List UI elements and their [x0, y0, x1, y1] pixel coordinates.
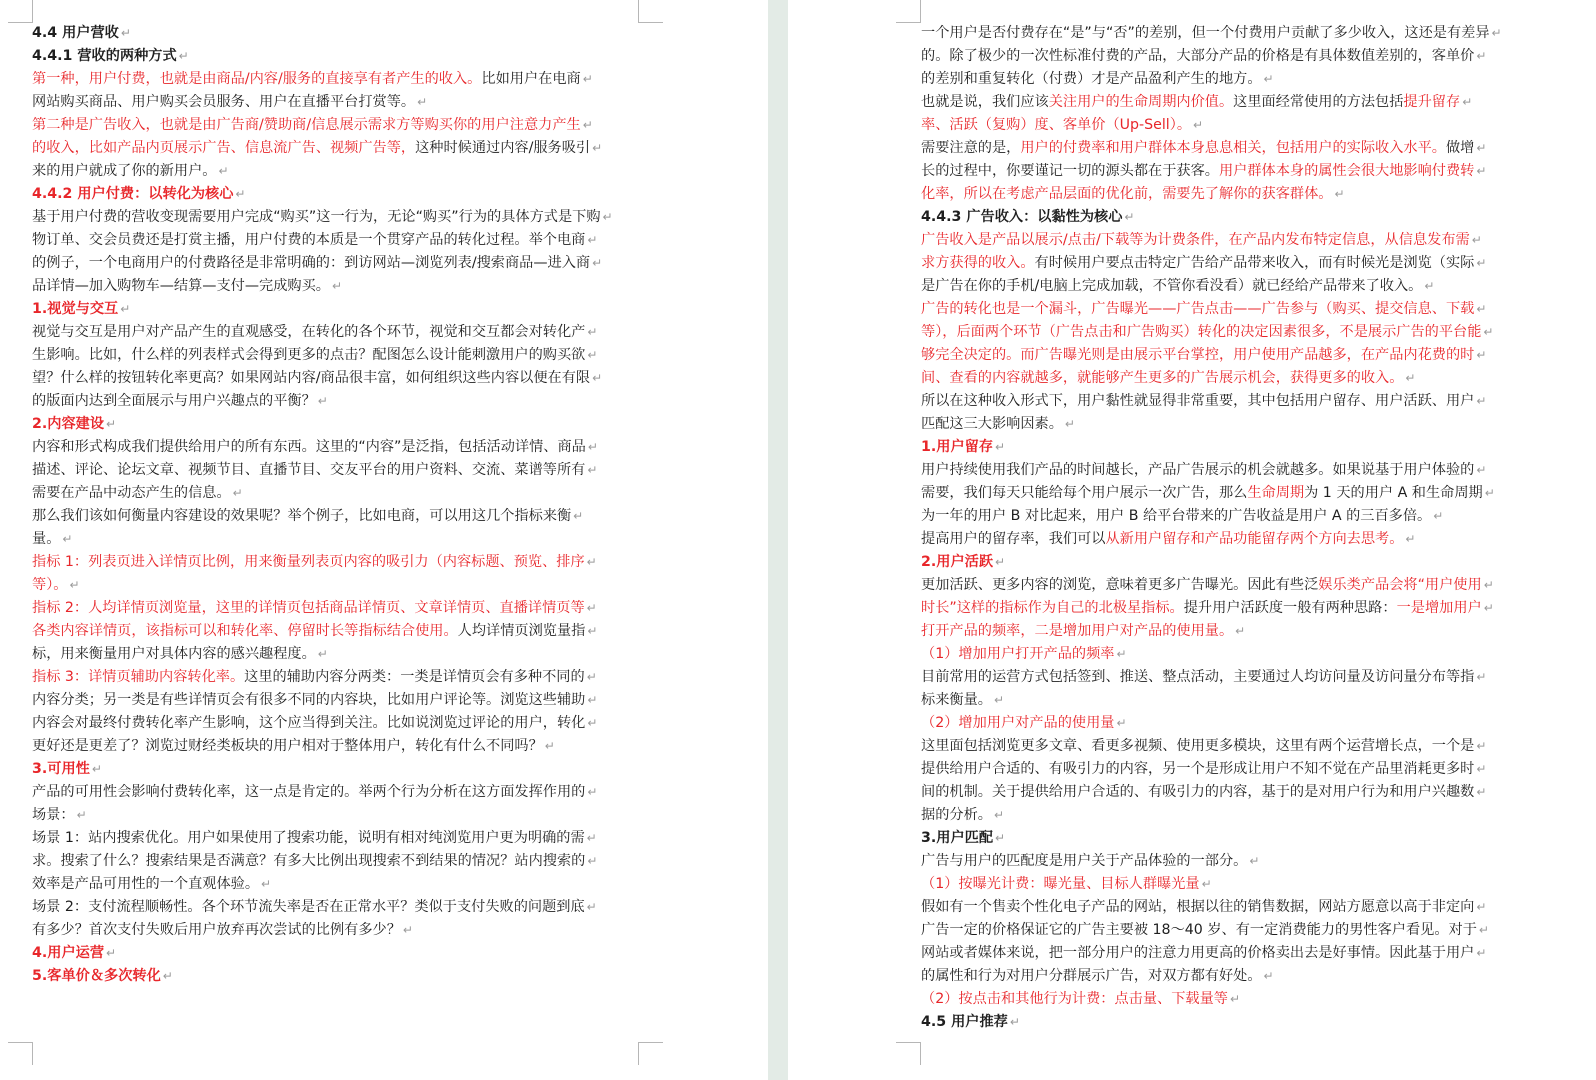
paragraph-mark-icon: ↵ — [1235, 624, 1246, 638]
paragraph-mark-icon: ↵ — [587, 693, 598, 707]
paragraph-line — [32, 643, 638, 666]
paragraph-mark-icon: ↵ — [587, 348, 598, 362]
paragraph-line — [921, 666, 1529, 689]
section-heading — [921, 551, 1529, 574]
paragraph-line — [921, 298, 1529, 321]
page-corner-mark — [638, 1042, 663, 1065]
paragraph-line — [32, 344, 638, 367]
paragraph-mark-icon: ↵ — [1201, 877, 1212, 891]
paragraph-mark-icon: ↵ — [1476, 302, 1487, 316]
paragraph-mark-icon: ↵ — [586, 831, 597, 845]
paragraph-line — [32, 459, 638, 482]
line-text: 率、活跃（复购）度、客单价（Up-Sell）。 — [921, 117, 1192, 133]
paragraph-mark-icon: ↵ — [106, 417, 117, 431]
paragraph-line — [921, 919, 1529, 942]
paragraph-line — [921, 758, 1529, 781]
line-text: 有多少？首次支付失败后用户放弃再次尝试的比例有多少？ — [32, 922, 401, 938]
paragraph-line — [921, 160, 1529, 183]
line-text: 1.视觉与交互 — [32, 301, 119, 317]
line-text: 更加活跃、更多内容的浏览，意味着更多广告曝光。因此有些泛 — [921, 577, 1319, 593]
paragraph-mark-icon: ↵ — [1476, 762, 1487, 776]
line-text-segment: 比如用户在电商 — [481, 71, 581, 87]
line-text: 广告一定的价格保证它的广告主要被 18～40 岁、有一定消费能力的男性客户看见。对于 — [921, 922, 1477, 938]
line-text: 场景 2：支付流程顺畅性。各个环节流失率是否在正常水平？类似于支付失败的问题到底 — [32, 899, 585, 915]
line-text: 标来衡量。 — [921, 692, 992, 708]
paragraph-mark-icon: ↵ — [69, 578, 80, 592]
paragraph-line — [921, 574, 1529, 597]
line-text: （1）按曝光计费：曝光量、目标人群曝光量 — [921, 876, 1200, 892]
line-text: 场景： — [32, 807, 75, 823]
paragraph-mark-icon: ↵ — [218, 164, 229, 178]
paragraph-line — [921, 114, 1529, 137]
paragraph-mark-icon: ↵ — [587, 624, 598, 638]
paragraph-line — [32, 367, 638, 390]
line-text: 4.用户运营 — [32, 945, 105, 961]
line-text-segment: 用户群体本身的属性会很大地影响付费转 — [1218, 163, 1475, 179]
paragraph-line — [32, 804, 638, 827]
paragraph-line — [921, 45, 1529, 68]
document-page-left — [0, 0, 768, 1080]
paragraph-line — [32, 689, 638, 712]
line-text: 生影响。比如，什么样的列表样式会得到更多的点击？配图怎么设计能刺激用户的购买欲 — [32, 347, 586, 363]
paragraph-line — [32, 528, 638, 551]
line-text: 标，用来衡量用户对具体内容的感兴趣程度。 — [32, 646, 316, 662]
line-text: 视觉与交互是用户对产品产生的直观感受，在转化的各个环节，视觉和交互都会对转化产 — [32, 324, 586, 340]
paragraph-mark-icon: ↵ — [1483, 325, 1494, 339]
paragraph-mark-icon: ↵ — [1483, 601, 1494, 615]
paragraph-mark-icon: ↵ — [592, 141, 603, 155]
paragraph-mark-icon: ↵ — [1334, 187, 1345, 201]
paragraph-mark-icon: ↵ — [1405, 532, 1416, 546]
line-text: 各类内容详情页，该指标可以和转化率、停留时长等指标结合使用。 — [32, 623, 458, 639]
paragraph-line — [921, 367, 1529, 390]
paragraph-mark-icon: ↵ — [1263, 969, 1274, 983]
paragraph-mark-icon: ↵ — [1263, 72, 1274, 86]
line-text: （2）增加用户对产品的使用量 — [921, 715, 1115, 731]
line-text: 的属性和行为对用户分群展示广告，对双方都有好处。 — [921, 968, 1262, 984]
paragraph-line — [921, 620, 1529, 643]
line-text: 提供给用户合适的、有吸引力的内容，另一个是形成让用户不知不觉在产品里消耗更多时 — [921, 761, 1475, 777]
section-heading — [32, 758, 638, 781]
paragraph-line — [921, 505, 1529, 528]
paragraph-line — [32, 252, 638, 275]
paragraph-line — [32, 275, 638, 298]
paragraph-line — [32, 735, 638, 758]
paragraph-mark-icon: ↵ — [586, 555, 597, 569]
paragraph-line — [921, 91, 1529, 114]
line-text: 时长”这样的指标作为自己的北极星指标。 — [921, 600, 1184, 616]
paragraph-line — [921, 252, 1529, 275]
document-page-right — [788, 0, 1596, 1080]
paragraph-line — [921, 850, 1529, 873]
line-text: 等）。 — [32, 577, 68, 593]
line-text: 需要在产品中动态产生的信息。 — [32, 485, 231, 501]
line-text: 内容会对最终付费转化率产生影响，这个应当得到关注。比如说浏览过评论的用户，转化 — [32, 715, 586, 731]
paragraph-line — [921, 896, 1529, 919]
paragraph-mark-icon: ↵ — [120, 26, 131, 40]
line-text-segment: 提升用户活跃度一般有两种思路： — [1183, 600, 1397, 616]
paragraph-mark-icon: ↵ — [587, 785, 598, 799]
page-corner-mark — [896, 1042, 921, 1065]
paragraph-mark-icon: ↵ — [317, 394, 328, 408]
line-text: 长的过程中，你要谨记一切的源头都在于获客。 — [921, 163, 1219, 179]
line-text: 的收入，比如产品内页展示广告、信息流广告、视频广告等， — [32, 140, 416, 156]
paragraph-mark-icon: ↵ — [331, 279, 343, 293]
line-text: 求。搜索了什么？搜索结果是否满意？有多大比例出现搜索不到结果的情况？站内搜索的 — [32, 853, 586, 869]
line-text: 打开产品的频率，二是增加用户对产品的使用量。 — [921, 623, 1234, 639]
paragraph-line — [921, 712, 1529, 735]
line-text: 内容和形式构成我们提供给用户的所有东西。这里的“内容”是泛指，包括活动详情、商品 — [32, 439, 586, 455]
paragraph-line — [32, 919, 638, 942]
paragraph-mark-icon: ↵ — [1116, 716, 1127, 730]
paragraph-line — [921, 137, 1529, 160]
page-corner-mark — [8, 0, 33, 23]
paragraph-mark-icon: ↵ — [587, 716, 598, 730]
line-text: 量。 — [32, 531, 61, 547]
line-text: 品详情—加入购物车—结算—支付—完成购买。 — [32, 278, 330, 294]
paragraph-mark-icon: ↵ — [1478, 923, 1489, 937]
line-text: 这里面包括浏览更多文章、看更多视频、使用更多模块，这里有两个运营增长点，一个是 — [921, 738, 1475, 754]
paragraph-mark-icon: ↵ — [1476, 946, 1487, 960]
paragraph-mark-icon: ↵ — [1476, 463, 1487, 477]
line-text: （1）增加用户打开产品的频率 — [921, 646, 1115, 662]
paragraph-mark-icon: ↵ — [1471, 233, 1482, 247]
line-text: 化率，所以在考虑产品层面的优化前，需要先了解你的获客群体。 — [921, 186, 1333, 202]
paragraph-mark-icon: ↵ — [586, 900, 597, 914]
paragraph-mark-icon: ↵ — [995, 440, 1006, 454]
line-text-segment: 用户的付费率和用户群体本身息息相关，包括用户的实际收入水平。 — [1020, 140, 1446, 156]
line-text: 假如有一个售卖个性化电子产品的网站，根据以往的销售数据，网站方愿意以高于非定向 — [921, 899, 1475, 915]
line-text: 网站购买商品、用户购买会员服务、用户在直播平台打赏等。 — [32, 94, 416, 110]
line-text: 指标 2：人均详情页浏览量，这里的详情页包括商品详情页、文章详情页、直播详情页等 — [32, 600, 585, 616]
line-text: 需要，我们每天只能给每个用户展示一次广告，那么 — [921, 485, 1248, 501]
paragraph-line — [32, 91, 638, 114]
paragraph-line — [921, 183, 1529, 206]
paragraph-line — [921, 22, 1529, 45]
paragraph-mark-icon: ↵ — [586, 601, 597, 615]
line-text-segment: 生命周期 — [1247, 485, 1305, 501]
line-text: 3.可用性 — [32, 761, 90, 777]
section-heading — [32, 942, 638, 965]
paragraph-mark-icon: ↵ — [261, 877, 272, 891]
line-text-segment: 这里面经常使用的方法包括 — [1233, 94, 1404, 110]
paragraph-mark-icon: ↵ — [1476, 670, 1487, 684]
line-text-segment: 为 1 天的用户 A 和生命周期 — [1304, 485, 1483, 501]
paragraph-line — [32, 781, 638, 804]
line-text-segment: 做增 — [1445, 140, 1475, 156]
paragraph-line — [921, 390, 1529, 413]
section-heading — [921, 206, 1529, 229]
line-text: 指标 3：详情页辅助内容转化率。 — [32, 669, 245, 685]
line-text: 4.4.3 广告收入：以黏性为核心 — [921, 209, 1123, 225]
paragraph-mark-icon: ↵ — [120, 302, 131, 316]
line-text-segment: 关注用户的生命周期内价值。 — [1048, 94, 1234, 110]
line-text: 指标 1：列表页进入详情页比例，用来衡量列表页内容的吸引力（内容标题、预览、排序 — [32, 554, 585, 570]
paragraph-line — [32, 505, 638, 528]
line-text: 一个用户是否付费存在“是”与“否”的差别，但一个付费用户贡献了多少收入，这还是有差异 — [921, 25, 1490, 41]
paragraph-mark-icon: ↵ — [1009, 1015, 1020, 1029]
line-text: 所以在这种收入形式下，用户黏性就显得非常重要，其中包括用户留存、用户活跃、用户 — [921, 393, 1475, 409]
page-gutter — [768, 0, 788, 1080]
line-text: 够完全决定的。而广告曝光则是由展示平台掌控，用户使用产品越多，在产品内花费的时 — [921, 347, 1475, 363]
paragraph-line — [32, 551, 638, 574]
paragraph-line — [921, 482, 1529, 505]
line-text: 的。除了极少的一次性标准付费的产品，大部分产品的价格是有具体数值差别的，客单价 — [921, 48, 1475, 64]
paragraph-mark-icon: ↵ — [995, 831, 1006, 845]
paragraph-mark-icon: ↵ — [587, 854, 598, 868]
paragraph-mark-icon: ↵ — [1249, 854, 1260, 868]
paragraph-mark-icon: ↵ — [417, 95, 428, 109]
line-text: 网站或者媒体来说，把一部分用户的注意力用更高的价格卖出去是好事情。因此基于用户 — [921, 945, 1475, 961]
page-text-body[interactable] — [32, 22, 638, 988]
paragraph-line — [921, 459, 1529, 482]
paragraph-mark-icon: ↵ — [995, 555, 1006, 569]
paragraph-mark-icon: ↵ — [586, 670, 597, 684]
paragraph-line — [921, 873, 1529, 896]
paragraph-line — [921, 643, 1529, 666]
paragraph-mark-icon: ↵ — [235, 187, 246, 201]
line-text: 基于用户付费的营收变现需要用户完成“购买”这一行为，无论“购买”行为的具体方式是下购 — [32, 209, 601, 225]
line-text: 求方获得的收入。 — [921, 255, 1035, 271]
line-text-segment: 这里的辅助内容分两类：一类是详情页会有多种不同的 — [244, 669, 585, 685]
paragraph-mark-icon: ↵ — [582, 72, 593, 86]
page-text-body[interactable] — [921, 22, 1529, 1034]
line-text: 3.用户匹配 — [921, 830, 994, 846]
paragraph-mark-icon: ↵ — [1424, 279, 1435, 293]
paragraph-line — [32, 827, 638, 850]
section-heading — [32, 298, 638, 321]
line-text: 4.4.1 营收的两种方式 — [32, 48, 177, 64]
paragraph-line — [32, 712, 638, 735]
paragraph-mark-icon: ↵ — [1405, 371, 1416, 385]
line-text: 是广告在你的手机/电脑上完成加载，不管你看没看）就已经给产品带来了收入。 — [921, 278, 1423, 294]
section-heading — [32, 413, 638, 436]
paragraph-line — [921, 344, 1529, 367]
paragraph-mark-icon: ↵ — [1476, 49, 1487, 63]
paragraph-mark-icon: ↵ — [582, 118, 593, 132]
paragraph-mark-icon: ↵ — [592, 371, 603, 385]
paragraph-mark-icon: ↵ — [91, 762, 102, 776]
line-text: 目前常用的运营方式包括签到、推送、整点活动，主要通过人均访问量及访问量分布等指 — [921, 669, 1475, 685]
paragraph-line — [32, 68, 638, 91]
line-text: 广告的转化也是一个漏斗，广告曝光——广告点击——广告参与（购买、提交信息、下载 — [921, 301, 1475, 317]
section-heading — [921, 436, 1529, 459]
paragraph-mark-icon: ↵ — [1491, 26, 1502, 40]
paragraph-mark-icon: ↵ — [602, 210, 613, 224]
paragraph-mark-icon: ↵ — [993, 693, 1005, 707]
paragraph-mark-icon: ↵ — [1476, 256, 1487, 270]
paragraph-mark-icon: ↵ — [178, 49, 189, 63]
line-text: 广告收入是产品以展示/点击/下载等为计费条件，在产品内发布特定信息，从信息发布需 — [921, 232, 1470, 248]
line-text-segment: 这种时候通过内容/服务吸引 — [415, 140, 591, 156]
section-heading — [921, 1011, 1529, 1034]
paragraph-mark-icon: ↵ — [587, 440, 598, 454]
section-heading — [921, 827, 1529, 850]
section-heading — [32, 22, 638, 45]
line-text: 2.内容建设 — [32, 416, 105, 432]
line-text: 用户持续使用我们产品的时间越长，产品广告展示的机会就越多。如果说基于用户体验的 — [921, 462, 1475, 478]
paragraph-mark-icon: ↵ — [1476, 785, 1487, 799]
line-text: 第一种，用户付费，也就是由商品/内容/服务的直接享有者产生的收入。 — [32, 71, 482, 87]
paragraph-line — [32, 597, 638, 620]
line-text: 来的用户就成了你的新用户。 — [32, 163, 217, 179]
paragraph-mark-icon: ↵ — [317, 647, 328, 661]
line-text: 4.4.2 用户付费：以转化为核心 — [32, 186, 234, 202]
paragraph-line — [32, 390, 638, 413]
line-text: 的版面内达到全面展示与用户兴趣点的平衡？ — [32, 393, 316, 409]
line-text: 更好还是更差了？浏览过财经类板块的用户相对于整体用户，转化有什么不同吗？ — [32, 738, 543, 754]
line-text: 4.4 用户营收 — [32, 25, 119, 41]
paragraph-line — [32, 574, 638, 597]
line-text: 2.用户活跃 — [921, 554, 994, 570]
paragraph-mark-icon: ↵ — [1193, 118, 1204, 132]
line-text: 匹配这三大影响因素。 — [921, 416, 1063, 432]
paragraph-line — [921, 229, 1529, 252]
line-text: 据的分析。 — [921, 807, 992, 823]
paragraph-mark-icon: ↵ — [592, 256, 603, 270]
paragraph-line — [32, 206, 638, 229]
paragraph-line — [921, 988, 1529, 1011]
paragraph-line — [32, 873, 638, 896]
paragraph-mark-icon: ↵ — [1229, 992, 1241, 1006]
line-text: 为一年的用户 B 对比起来，用户 B 给平台带来的广告收益是用户 A 的三百多倍。 — [921, 508, 1432, 524]
paragraph-line — [32, 666, 638, 689]
paragraph-line — [921, 965, 1529, 988]
paragraph-line — [32, 896, 638, 919]
paragraph-mark-icon: ↵ — [587, 325, 598, 339]
paragraph-mark-icon: ↵ — [1484, 486, 1495, 500]
line-text: 1.用户留存 — [921, 439, 994, 455]
paragraph-mark-icon: ↵ — [573, 509, 584, 523]
line-text: 间的机制。关于提供给用户合适的、有吸引力的内容，基于的是对用户行为和用户兴趣数 — [921, 784, 1475, 800]
line-text: 4.5 用户推荐 — [921, 1014, 1008, 1030]
line-text: 第二种是广告收入，也就是由广告商/赞助商/信息展示需求方等购买你的用户注意力产生 — [32, 117, 581, 133]
line-text: 内容分类；另一类是有些详情页会有很多不同的内容块，比如用户评论等。浏览这些辅助 — [32, 692, 586, 708]
page-corner-mark — [638, 0, 663, 23]
paragraph-mark-icon: ↵ — [1462, 95, 1473, 109]
line-text: 描述、评论、论坛文章、视频节目、直播节目、交友平台的用户资料、交流、菜谱等所有 — [32, 462, 586, 478]
paragraph-line — [921, 735, 1529, 758]
paragraph-line — [921, 804, 1529, 827]
line-text: （2）按点击和其他行为计费：点击量、下载量等 — [921, 991, 1228, 1007]
paragraph-line — [32, 620, 638, 643]
paragraph-line — [921, 689, 1529, 712]
paragraph-mark-icon: ↵ — [162, 969, 173, 983]
line-text: 效率是产品可用性的一个直观体验。 — [32, 876, 260, 892]
line-text: 物订单、交会员费还是打赏主播，用户付费的本质是一个贯穿产品的转化过程。举个电商 — [32, 232, 586, 248]
paragraph-line — [921, 275, 1529, 298]
paragraph-line — [32, 321, 638, 344]
paragraph-mark-icon: ↵ — [76, 808, 87, 822]
paragraph-mark-icon: ↵ — [1433, 509, 1444, 523]
line-text: 需要注意的是， — [921, 140, 1021, 156]
paragraph-mark-icon: ↵ — [544, 739, 555, 753]
paragraph-mark-icon: ↵ — [1476, 900, 1487, 914]
paragraph-mark-icon: ↵ — [62, 532, 73, 546]
paragraph-mark-icon: ↵ — [1476, 739, 1487, 753]
paragraph-mark-icon: ↵ — [1476, 348, 1487, 362]
paragraph-line — [32, 482, 638, 505]
line-text-segment: 人均详情页浏览量指 — [457, 623, 586, 639]
line-text: 广告与用户的匹配度是用户关于产品体验的一部分。 — [921, 853, 1248, 869]
paragraph-mark-icon: ↵ — [993, 808, 1005, 822]
paragraph-mark-icon: ↵ — [1483, 578, 1494, 592]
paragraph-line — [32, 436, 638, 459]
line-text-segment: 从新用户留存和产品功能留存两个方向去思考。 — [1105, 531, 1404, 547]
paragraph-mark-icon: ↵ — [587, 233, 598, 247]
paragraph-line — [921, 68, 1529, 91]
paragraph-line — [32, 114, 638, 137]
paragraph-line — [921, 942, 1529, 965]
line-text: 的差别和重复转化（付费）才是产品盈利产生的地方。 — [921, 71, 1262, 87]
line-text-segment: 提升留存 — [1403, 94, 1461, 110]
paragraph-line — [32, 137, 638, 160]
paragraph-mark-icon: ↵ — [1064, 417, 1075, 431]
paragraph-line — [921, 528, 1529, 551]
paragraph-mark-icon: ↵ — [1116, 647, 1127, 661]
line-text-segment: 一是增加用户 — [1396, 600, 1482, 616]
paragraph-mark-icon: ↵ — [106, 946, 117, 960]
line-text: 场景 1：站内搜索优化。用户如果使用了搜索功能，说明有相对纯浏览用户更为明确的需 — [32, 830, 585, 846]
paragraph-line — [921, 781, 1529, 804]
line-text-segment: 娱乐类产品会将“用户使用 — [1318, 577, 1482, 593]
page-corner-mark — [896, 0, 921, 23]
line-text: 望？什么样的按钮转化率更高？如果网站内容/商品很丰富，如何组织这些内容以便在有限 — [32, 370, 591, 386]
paragraph-mark-icon: ↵ — [1476, 141, 1487, 155]
paragraph-mark-icon: ↵ — [1124, 210, 1135, 224]
section-heading — [32, 965, 638, 988]
paragraph-line — [32, 850, 638, 873]
section-heading — [32, 45, 638, 68]
line-text: 产品的可用性会影响付费转化率，这一点是肯定的。举两个行为分析在这方面发挥作用的 — [32, 784, 586, 800]
paragraph-line — [32, 160, 638, 183]
section-heading — [32, 183, 638, 206]
page-corner-mark — [8, 1042, 33, 1065]
paragraph-line — [32, 229, 638, 252]
line-text: 5.客单价＆多次转化 — [32, 968, 161, 984]
paragraph-line — [921, 413, 1529, 436]
paragraph-line — [921, 321, 1529, 344]
line-text: 提高用户的留存率，我们可以 — [921, 531, 1106, 547]
line-text: 那么我们该如何衡量内容建设的效果呢？举个例子，比如电商，可以用这几个指标来衡 — [32, 508, 572, 524]
line-text-segment: 有时候用户要点击特定广告给产品带来收入，而有时候光是浏览（实际 — [1034, 255, 1475, 271]
paragraph-mark-icon: ↵ — [1476, 394, 1487, 408]
line-text: 的例子，一个电商用户的付费路径是非常明确的：到访网站—浏览列表/搜索商品—进入商 — [32, 255, 591, 271]
paragraph-mark-icon: ↵ — [402, 923, 413, 937]
line-text: 也就是说，我们应该 — [921, 94, 1049, 110]
paragraph-mark-icon: ↵ — [232, 486, 243, 500]
paragraph-mark-icon: ↵ — [587, 463, 598, 477]
paragraph-mark-icon: ↵ — [1476, 164, 1487, 178]
paragraph-line — [921, 597, 1529, 620]
line-text: 间、查看的内容就越多，就能够产生更多的广告展示机会，获得更多的收入。 — [921, 370, 1404, 386]
line-text: 等），后面两个环节（广告点击和广告购买）转化的决定因素很多，不是展示广告的平台能 — [921, 324, 1482, 340]
